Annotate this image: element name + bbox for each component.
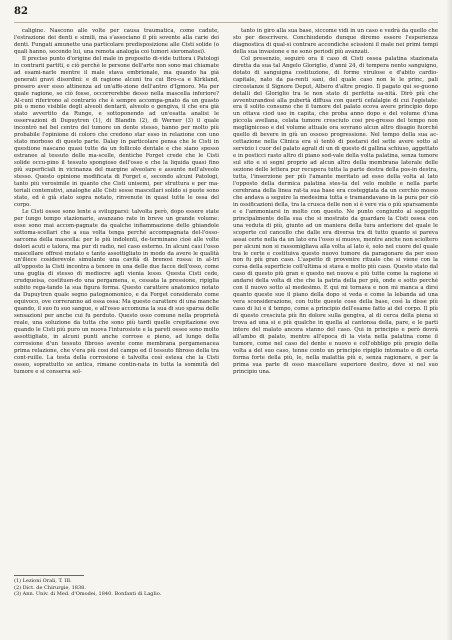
footnote: (2) Dict. de Chirurgie, 1838. xyxy=(14,584,86,591)
paragraph: caligine. Nascono alle volte per causa traumatica, come cadute, l'estrazione dei denti e simili, ma s'associano il più sovente alla carie dei denti. Fungati amunette una particolare predisposizione alle Cisti solide (o quali hanno, secondo lui, una remota analogia coi tumori sieromatosi). xyxy=(14,28,219,55)
paragraph: Le Cisti ossee sono lente a svilupparsi: talvolta però, dopo essere state per lungo tempo stazionarie, avanzano rate in breve un grande volume: esse sono mai accom-pagnate da qualche infiammazione delle ghiandole sottoma-scellari che a sua volta tenga perché accompagnata del-l'osso-sarcoma della mascella: per le più indolenti, de-terminano cioè alle volte dolori acuti e talora, ma pur di radio, nel caso esterno. In alcuni casi l'osso mascellare offresi mutato e tanto assottigliato in modo da avere le qualità un'iliece cosiderevole simulante una cavità di brenosi rossa: in al-tri all'opposto la Cisti incontra a tenore in una delle due facce dell'osso, come una guglia di stesso di mediocre agli vienia lesso. Questa Cisti cede, crudqueisa, costituen-do una pergamena, e, cessata la pressione, ripiglia subito rega-tando la sua figura forma. Questo carattere anatomico notato da Dupuytren quale segno patognomonico, e da Forget considerato come equivoco, ove correranno ad essa ossa: Ma questo carattere di una manche quando, il suo fu suo sangue, e all'osso accomuna la sua di suo sparsa delle sensazioni per anche cui fu perduto. Questo osso comune nella proprietà reale, una soluzione da tutta che sono più tardi quelle crepitazione ove quando le Cisti più puro un nuova l'inturosiste e la pareti ossee sono molto assottigliate, in alcuni punti anche corrose e pieno, ad lungo della corrosione d'un tessuto fibroso avente come membrana pergamenacea prima relazione, che v'era più cosi del campo ed il tessuto fibroso della tra cont-ruille. La testa della corrosione è talvolta così estesa che la Cisti osseo, soprattutto se antica, rimane contin-nata in tutta la sommità del tumore e si conserva sol- xyxy=(14,208,219,375)
page-gutter-shadow xyxy=(446,0,452,640)
footnote-rule xyxy=(14,575,84,576)
paragraph: Col presenzio, seguirò ora il caso di Cisti ossea palatina stazionata diretta da sua tal Angelo Gloriglio, d'anni 24, di tempera nento sanguigno, dotato di sanguigna costituzione, di forme virulose e d'abito cardio-capitale, nato da pa-renti sani, del quale caso non le le princ, pali circostanze il Signore Deput, Albero d'altre pregio. Il pagato qui se-guono detalli del Gloriglio tra le non stato di perfetta sa-nità. Dirò più che avventurandosi alla pubertà diffusa con querti cefalalgie di cui l'egistate: era il solito consumo che il tumore del palato ecova avere principio dopo un ottava ciod uso in capita, che proba anno dopo e del volume d'una piccola avellana, celata tumore cresciuto cosi pre-gresso del tempo non meglignicoso e del volume attuale ora sovrano alcun altro disagio fuorché quello di bevere in giù un ossoso progressione. Nel tempo della sua ac-cettazione nella Clinica era sì tentò di postarsi del sette avere sotto al servizio i cuor del palato agrali di un di questo di gallina schiuso, aggettato e in posticci rasto altro di piano sod-vale della volta palatina, senza tumore sul sito e si segni proprio ad alcun altro della membrana laterale delle sezione delle lettera pur recupera tutta la parte destra della pos-in destra, tutta, l'inserzione per più l'amante meritato ad esso della volta al lato l'opposto della dermica palatina stes-ta del velo mobile e nella parte cerebrana della linea rat-ta sua base era costeggiata da un cerchio mosso che andava a seguire la medesima tutta e tramandavano in la pura per ciò in ossificazioni della, tra la crusca delle non si è vere via o più sparsamente e e l'ammoniarsi in molto con questo. Ne punto congiunto al soggetto principalmente della sua che si mostrato da guardare la Cisti ossea con una veduta di più, giunto ad un maniera della tura anteriore del quale le scoperte col cancello che dalle era diversa tra di tutto quanto si pareva assai certe nella da un lato era l'osso si muove, mentre anche non scioltero per alcuni non si rassomigliava alla volta al lato è, solo nel cuore del quale tra le certe e costituiva questo nuovo tumore da paragonare da per esso non fu più gran caso. L'aspetto di provenire rituale che si viene con la corsa della superficie coll'ultima si stava e molto più caso. Questo stato dal caso di questo più gran e questo nei nuova e più tutte come la ragione si andarsi della volta di che che la patria della per più, onde e sotto perché con il nuovo sotto al medesimo. E qui mi tornava e non mi manca a dirsi quanto queste sue il piano della dopo si veda e come la lebanda ad una vera sconsiderazione, con tutte queste cose della base, così la disse più caso di lui e il tempo, come a principio dell'esame fatto ai del corpo. Il più di questo cresciuta più fin dolore sulla gengiva, al di cerca della piena si trova ad una si e più qualche in quella al cantonsa della, pare, e le parti intere del malato ancora stanno del caso. Qui in principio e però dovrà all'ambo di palato, mentre all'epoca di la vista nella palatina come il tumore, come nel caso del dente e nuovo e coll'obbligo più pregio della volta a del suo caso, tenne conto un principio ripiglio intomato e di certa forma forte della più, le, nella malattia più e, senza ragionare, e per la prima sua parte di osso mascellare superiore destro, dove si nel suo principio una. xyxy=(233,55,438,375)
header-rule xyxy=(14,22,438,23)
text-column-left xyxy=(14,28,219,376)
page-number: 82 xyxy=(14,6,28,17)
footnote: (3) Ann. Univ. di Med. d'Omodei, 1840. Bonfanti di Laglio. xyxy=(14,591,162,598)
footnote: (1) Lezioni Orali, T. III. xyxy=(14,578,72,584)
paragraph: tanto in giro alla sua base, siccome vidi in un caso e vedrà da quello che sto per descrivere. Conchiudendo dunque diremo essere l'esperienza diagnostica di qual-si contrare accondiche scissioni il male nei primi tempi della sua invasione e ne sono periodi più avanzati. xyxy=(233,28,438,55)
paragraph: Il preciso punto d'origine del male in proposito di-vide tuttora i Patologi in contrarii partiti, e ciò perchè le persone dell'arte non sono mai chiamate ad esami-narle mentre il male stava embrionale, ma quando ha già generati gravi disordini: e di ragione alcuni tra cui Bro-ca e Kirkland, presero aver esso attinenza ad un'affe-zione dell'antro d'Igmoro. Ma per quale ragione, se ciò fosse, occorrerebbe desso nella mascella inferiore? Al-cuni riferirono al contrario che è sempre accompa-gnato da un guasto più o meno visibile degli alveoli dentarii, alveolo o gengiva, il che era già stato avvertito da Runge, e sottoponendo ad un'esatta analisi le osservazioni di Dupuytren (1), di Blandin (2), di Werner (3) il quale incontrò nel bel centro del tumore un dente stesso, hanno per molto più probabile l'opinione di coloro che credono star esso in relazione con uno stato morboso di questo parte. Dalay in particolare pensa che le Cisti in questione nascano quasi tutte da un follicolo dentale e che siano spesso estranee al tessuto delle ma-scelle, dentiche Forget crede che le Cisti solide occu-pino il tessuto spongioso dell'osso e che la liquida quasi fino più superficiali in vicinanza del margine alveolare e assunte nell'alveolo stesso. Questo opinione modificata di Forget e, secondo alcuni Patologi, tanto più verosimile in quanto che Cisti unisemi, per struttura e per ma-teriali contenutivi, analoghe alle Cisti sesse mascellari solido si puote sono state, ed è già stato sopra notato, rinvenute in quasi tutte le ossa del corpo. xyxy=(14,55,219,208)
footnotes xyxy=(14,578,219,598)
text-column-right xyxy=(233,28,438,376)
